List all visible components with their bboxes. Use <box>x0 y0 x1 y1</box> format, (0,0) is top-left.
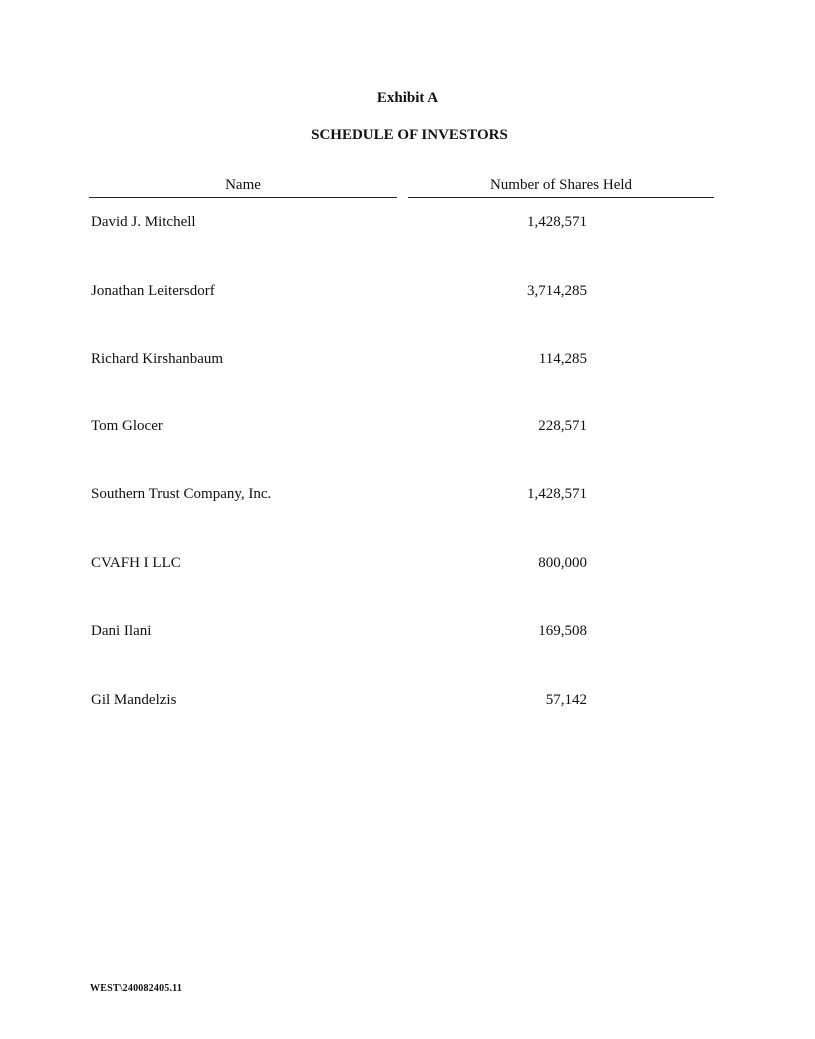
investor-shares: 1,428,571 <box>527 214 587 230</box>
investor-name: Richard Kirshanbaum <box>91 351 224 367</box>
investor-row <box>0 283 815 305</box>
investor-name: Tom Glocer <box>91 418 163 434</box>
investor-row <box>0 418 815 440</box>
investor-name: Jonathan Leitersdorf <box>91 283 215 299</box>
investor-shares: 228,571 <box>538 418 587 434</box>
investor-name: Gil Mandelzis <box>91 692 177 708</box>
investor-row <box>0 351 815 373</box>
column-header-name: Name <box>89 177 397 198</box>
investor-shares: 169,508 <box>538 623 587 639</box>
investor-name: Dani Ilani <box>91 623 152 639</box>
investor-row <box>0 555 815 577</box>
investor-name: Southern Trust Company, Inc. <box>91 486 272 502</box>
schedule-title: SCHEDULE OF INVESTORS <box>311 127 508 143</box>
investor-row <box>0 623 815 645</box>
investor-row <box>0 486 815 508</box>
investor-row <box>0 214 815 236</box>
investor-shares: 3,714,285 <box>527 283 587 299</box>
column-header-shares: Number of Shares Held <box>408 177 714 198</box>
investor-shares: 57,142 <box>545 692 587 708</box>
investor-name: CVAFH I LLC <box>91 555 181 571</box>
exhibit-title: Exhibit A <box>376 90 439 106</box>
investor-shares: 114,285 <box>538 351 587 367</box>
investor-shares: 1,428,571 <box>527 486 587 502</box>
investor-name: David J. Mitchell <box>91 214 196 230</box>
investor-shares: 800,000 <box>538 555 587 571</box>
investor-row <box>0 692 815 714</box>
footer-document-code: WEST\240082405.11 <box>90 983 183 994</box>
